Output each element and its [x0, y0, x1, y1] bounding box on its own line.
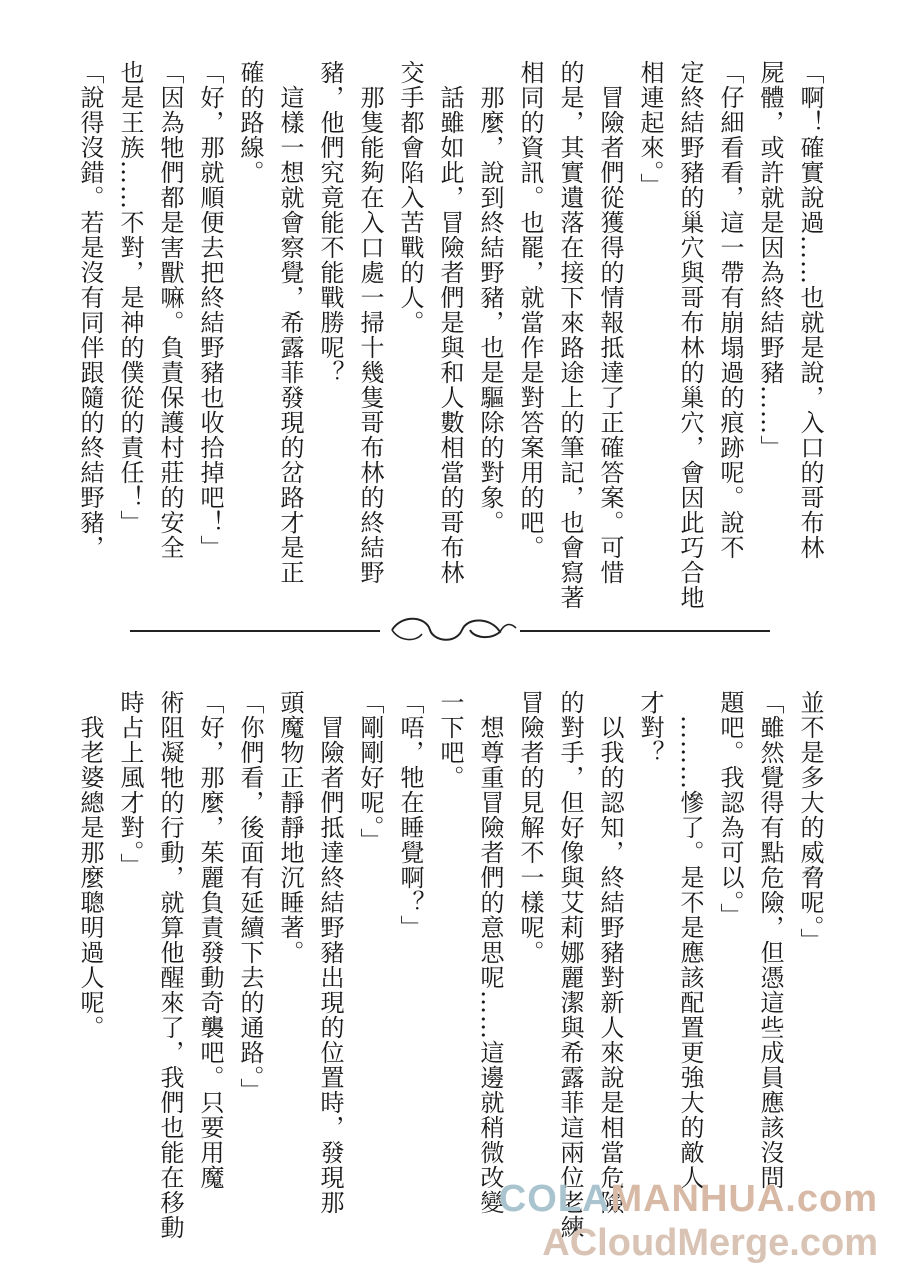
text-column: 「仔細看看，這一帶有崩塌過的痕跡呢。說不 — [716, 60, 744, 560]
text-column: 「啊！確實說過……也就是說，入口的哥布林 — [796, 60, 824, 560]
text-column: 「雖然覺得有點危險，但憑這些成員應該沒問 — [756, 690, 784, 1190]
watermark-cola: COLA — [498, 1178, 611, 1220]
text-column: 屍體，或許就是因為終結野豬……」 — [756, 60, 784, 460]
text-column: 題吧。我認為可以。」 — [716, 690, 744, 928]
watermark — [478, 1177, 878, 1265]
text-column: 交手都會陷入苦戰的人。 — [396, 60, 424, 335]
text-column: 一下吧。 — [436, 690, 464, 790]
watermark-manhua: MANHUA.com — [610, 1178, 878, 1220]
text-column: 定終結野豬的巢穴與哥布林的巢穴，會因此巧合地 — [676, 60, 704, 610]
text-column: 「因為牠們都是害獸嘛。負責保護村莊的安全 — [156, 60, 184, 560]
text-column: 豬，他們究竟能不能戰勝呢？ — [316, 60, 344, 385]
text-column: 的是，其實遺落在接下來路途上的筆記，也會寫著 — [556, 60, 584, 610]
text-column: 「好，那麼，茱麗負責發動奇襲吧。只要用魔 — [196, 690, 224, 1190]
text-column: 「你們看，後面有延續下去的通路。」 — [236, 690, 264, 1103]
text-column: 相同的資訊。也罷，就當作是對答案用的吧。 — [516, 60, 544, 560]
text-column: 以我的認知，終結野豬對新人來說是相當危險 — [596, 690, 624, 1215]
text-column: 這樣一想就會察覺，希露菲發現的岔路才是正 — [276, 60, 304, 585]
watermark-site — [478, 1177, 878, 1221]
text-column: 「說得沒錯。若是沒有同伴跟隨的終結野豬， — [76, 60, 104, 560]
upper-text-block — [70, 60, 830, 610]
text-column: 相連起來。」 — [636, 60, 664, 198]
text-column: 時占上風才對。」 — [116, 690, 144, 878]
text-column: 也是王族……不對，是神的僕從的責任！」 — [116, 60, 144, 535]
text-column: 「好，那就順便去把終結野豬也收拾掉吧！」 — [196, 60, 224, 560]
text-column: 話雖如此，冒險者們是與和人數相當的哥布林 — [436, 60, 464, 585]
text-column: 並不是多大的威脅呢。」 — [796, 690, 824, 953]
ornamental-divider — [130, 606, 770, 656]
text-column: ………慘了。是不是應該配置更強大的敵人 — [676, 690, 704, 1190]
text-column: 冒險者的見解不一樣呢。 — [516, 690, 544, 965]
watermark-acloudmerge: ACloudMerge.com — [542, 1222, 878, 1264]
text-column: 才對？ — [636, 690, 664, 765]
text-column: 術阻凝牠的行動，就算他醒來了，我們也能在移動 — [156, 690, 184, 1240]
text-column: 那麼，說到終結野豬，也是驅除的對象。 — [476, 60, 504, 535]
text-column: 「剛剛好呢。」 — [356, 690, 384, 853]
text-column: 確的路線。 — [236, 60, 264, 185]
text-column: 頭魔物正靜靜地沉睡著。 — [276, 690, 304, 965]
text-column: 「唔，牠在睡覺啊？」 — [396, 690, 424, 940]
text-column: 冒險者們抵達終結野豬出現的位置時，發現那 — [316, 690, 344, 1215]
text-column: 那隻能夠在入口處一掃十幾隻哥布林的終結野 — [356, 60, 384, 585]
text-column: 我老婆總是那麼聰明過人呢。 — [76, 690, 104, 1040]
text-column: 想尊重冒險者們的意思呢……這邊就稍微改變 — [476, 690, 504, 1215]
text-column: 的對手，但好像與艾莉娜麗潔與希露菲這兩位老練 — [556, 690, 584, 1240]
text-column: 冒險者們從獲得的情報抵達了正確答案。可惜 — [596, 60, 624, 585]
